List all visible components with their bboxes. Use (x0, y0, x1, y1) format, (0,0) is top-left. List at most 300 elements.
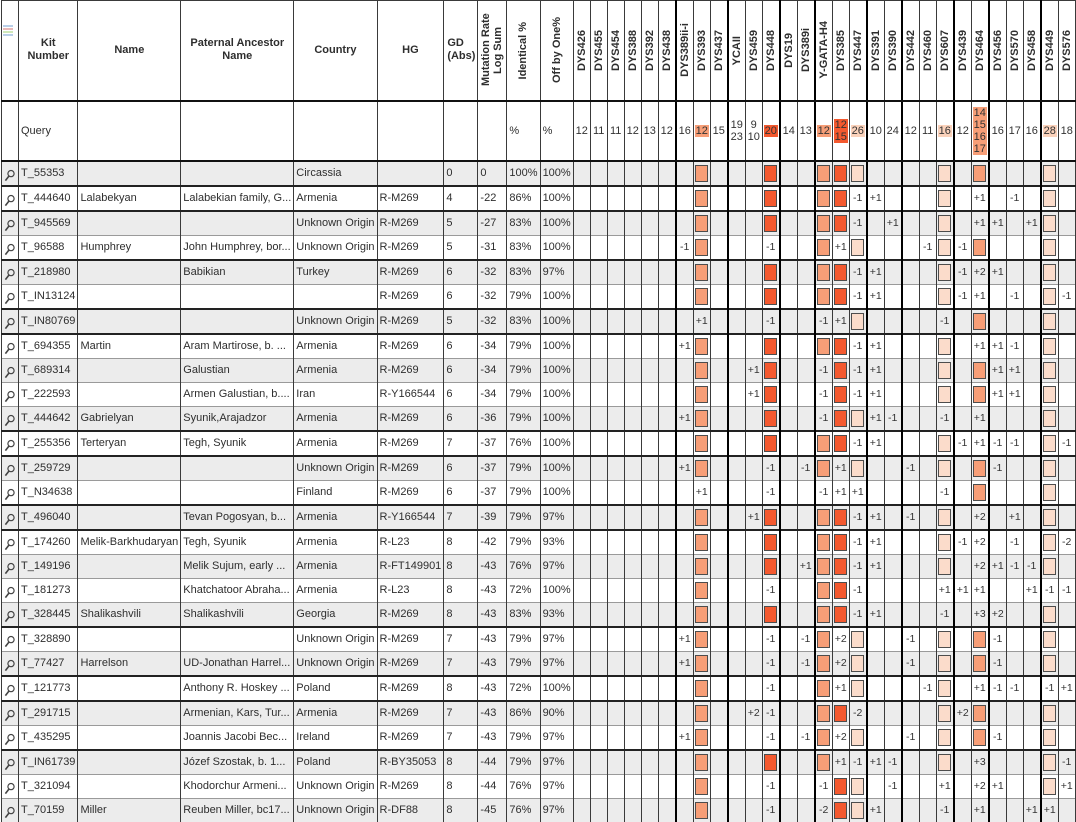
marker-match-box (1043, 705, 1056, 722)
kit-number-cell[interactable]: T_259729 (19, 456, 78, 481)
marker-cell-DYS464: +1 (971, 406, 989, 431)
marker-cell-DYS607 (936, 431, 954, 456)
magnifier-icon[interactable] (4, 292, 16, 305)
marker-match-box (1043, 410, 1056, 427)
marker-cell-DYS455 (590, 480, 607, 505)
country-cell: Poland (294, 676, 377, 701)
marker-cell-DYS388 (624, 676, 641, 701)
country-cell: Armenia (294, 334, 377, 359)
marker-cell-DYS456: +2 (989, 602, 1007, 627)
magnifier-icon[interactable] (4, 366, 16, 379)
marker-cell-DYS389ii-i (676, 554, 694, 578)
marker-cell-DYS455 (590, 382, 607, 406)
marker-cell-DYS570 (1006, 750, 1023, 775)
mutation-rate-log-sum-cell: -43 (478, 627, 507, 652)
marker-cell-DYS388 (624, 431, 641, 456)
marker-cell-DYS393 (693, 456, 710, 481)
magnifier-icon[interactable] (4, 733, 16, 746)
marker-cell-DYS389i (797, 406, 815, 431)
marker-cell-DYS458 (1023, 602, 1041, 627)
marker-cell-DYS447 (849, 309, 867, 334)
marker-cell-DYS607 (936, 382, 954, 406)
marker-cell-DYS464 (971, 701, 989, 726)
marker-label: Y-GATA-H4 (817, 21, 830, 80)
marker-cell-DYS437 (710, 627, 728, 652)
marker-cell-DYS438 (658, 651, 676, 676)
marker-cell-YCAII (728, 651, 746, 676)
marker-cell-DYS392 (641, 725, 658, 750)
marker-cell-DYS389i (797, 701, 815, 726)
marker-cell-DYS456: -1 (989, 676, 1007, 701)
marker-cell-DYS464: +1 (971, 334, 989, 359)
marker-cell-DYS458 (1023, 309, 1041, 334)
col-header-marker-DYS455[interactable] (590, 1, 607, 101)
marker-cell-DYS449 (1041, 750, 1059, 775)
marker-cell-DYS460 (919, 284, 936, 309)
marker-match-box (695, 606, 708, 623)
haplogroup-cell: R-M269 (377, 334, 444, 359)
col-header-marker-DYS460[interactable] (919, 1, 936, 101)
marker-cell-DYS390 (884, 701, 902, 726)
kit-number-cell[interactable]: T_N34638 (19, 480, 78, 505)
marker-cell-DYS570 (1006, 651, 1023, 676)
marker-cell-DYS459: +1 (745, 382, 762, 406)
marker-cell-DYS458 (1023, 382, 1041, 406)
mutation-rate-log-sum-cell: -43 (478, 676, 507, 701)
col-header-marker-YCAII[interactable] (728, 1, 746, 101)
marker-label: YCAII (730, 35, 743, 65)
magnifier-icon[interactable] (4, 513, 16, 526)
marker-cell-DYS392 (641, 578, 658, 602)
kit-number-cell[interactable]: T_121773 (19, 676, 78, 701)
marker-cell-DYS570: -1 (1006, 530, 1023, 555)
row-icon-cell (2, 750, 19, 775)
col-header-marker-DYS459[interactable] (745, 1, 762, 101)
table-row (2, 798, 1076, 822)
country-cell: Poland (294, 750, 377, 775)
marker-cell-DYS447: -1 (849, 358, 867, 382)
marker-cell-DYS458 (1023, 161, 1041, 186)
marker-cell-DYS455 (590, 651, 607, 676)
marker-label: DYS456 (991, 29, 1004, 71)
marker-match-box (834, 778, 847, 795)
marker-cell-DYS391: +1 (867, 284, 885, 309)
col-header-marker-DYS442[interactable] (902, 1, 920, 101)
col-header-marker-DYS389ii-i[interactable] (676, 1, 694, 101)
col-header-hg[interactable]: HG (377, 1, 444, 101)
marker-cell-Y-GATA-H4 (815, 505, 833, 530)
kit-number-cell[interactable]: T_945569 (19, 211, 78, 236)
marker-cell-DYS388 (624, 358, 641, 382)
table-row (2, 358, 1076, 382)
magnifier-icon[interactable] (4, 610, 16, 623)
marker-label: DYS607 (938, 29, 951, 71)
magnifier-icon[interactable] (4, 586, 16, 599)
marker-cell-DYS449 (1041, 480, 1059, 505)
marker-cell-DYS458 (1023, 431, 1041, 456)
gd-abs-cell: 5 (444, 235, 478, 260)
marker-cell-DYS447 (849, 456, 867, 481)
marker-cell-DYS570 (1006, 774, 1023, 798)
marker-cell-DYS391 (867, 651, 885, 676)
col-header-mut[interactable] (478, 1, 507, 101)
marker-cell-DYS438 (658, 309, 676, 334)
magnifier-icon[interactable] (4, 488, 16, 501)
kit-number-cell[interactable]: T_689314 (19, 358, 78, 382)
marker-cell-DYS391 (867, 627, 885, 652)
marker-match-box (834, 435, 847, 452)
marker-cell-DYS393 (693, 578, 710, 602)
col-header-marker-DYS438[interactable] (658, 1, 676, 101)
marker-cell-DYS454 (607, 651, 624, 676)
query-marker-value-DYS570: 17 (1006, 101, 1023, 161)
col-header-marker-DYS447[interactable] (849, 1, 867, 101)
marker-cell-DYS393 (693, 431, 710, 456)
magnifier-icon[interactable] (4, 684, 16, 697)
col-header-marker-DYS439[interactable] (954, 1, 972, 101)
marker-label: DYS390 (886, 29, 899, 71)
marker-cell-DYS389i (797, 578, 815, 602)
mutation-rate-log-sum-cell: -27 (478, 211, 507, 236)
magnifier-icon[interactable] (4, 243, 16, 256)
marker-cell-DYS390 (884, 530, 902, 555)
identical-pct-cell: 79% (507, 284, 540, 309)
mutation-rate-log-sum-cell: -43 (478, 725, 507, 750)
kit-number-cell[interactable]: T_291715 (19, 701, 78, 726)
magnifier-icon[interactable] (4, 169, 16, 182)
marker-cell-DYS439 (954, 480, 972, 505)
kit-number-cell[interactable]: T_328445 (19, 602, 78, 627)
identical-pct-cell: 83% (507, 260, 540, 285)
gd-abs-cell: 6 (444, 382, 478, 406)
marker-cell-DYS390 (884, 260, 902, 285)
country-cell: Armenia (294, 554, 377, 578)
magnifier-icon[interactable] (4, 635, 16, 648)
marker-cell-DYS437 (710, 284, 728, 309)
marker-cell-DYS388 (624, 161, 641, 186)
magnifier-icon[interactable] (4, 219, 16, 232)
magnifier-icon[interactable] (4, 538, 16, 551)
marker-match-box (834, 802, 847, 819)
marker-match-box (764, 386, 777, 403)
off-by-one-pct-cell: 100% (540, 382, 573, 406)
marker-cell-DYS389i (797, 382, 815, 406)
marker-cell-DYS448: -1 (762, 651, 780, 676)
marker-cell-DYS19 (780, 578, 798, 602)
marker-label: DYS447 (851, 29, 864, 71)
col-header-marker-DYS448[interactable] (762, 1, 780, 101)
magnifier-icon[interactable] (4, 342, 16, 355)
marker-cell-DYS389i: -1 (797, 627, 815, 652)
gd-abs-cell: 7 (444, 701, 478, 726)
kit-number-cell[interactable]: T_181273 (19, 578, 78, 602)
marker-cell-DYS437 (710, 161, 728, 186)
marker-cell-Y-GATA-H4 (815, 578, 833, 602)
marker-cell-DYS459 (745, 774, 762, 798)
kit-number-cell[interactable]: T_55353 (19, 161, 78, 186)
marker-match-box (817, 215, 830, 232)
kit-number-cell[interactable]: T_444640 (19, 186, 78, 211)
marker-cell-DYS19 (780, 725, 798, 750)
marker-match-box (817, 606, 830, 623)
marker-cell-DYS19 (780, 554, 798, 578)
marker-cell-DYS448: -1 (762, 774, 780, 798)
marker-match-box (817, 190, 830, 207)
marker-cell-DYS391: +1 (867, 505, 885, 530)
marker-cell-DYS385 (832, 530, 849, 555)
col-header-marker-DYS464[interactable] (971, 1, 989, 101)
marker-cell-DYS385: +2 (832, 651, 849, 676)
marker-cell-DYS458 (1023, 186, 1041, 211)
col-header-marker-DYS392[interactable] (641, 1, 658, 101)
col-header-marker-DYS576[interactable] (1058, 1, 1075, 101)
magnifier-icon[interactable] (4, 390, 16, 403)
marker-cell-DYS576 (1058, 161, 1075, 186)
marker-cell-DYS458 (1023, 701, 1041, 726)
row-icon-cell (2, 602, 19, 627)
marker-cell-DYS442 (902, 554, 920, 578)
magnifier-icon[interactable] (4, 782, 16, 795)
marker-cell-YCAII (728, 480, 746, 505)
marker-cell-DYS393 (693, 382, 710, 406)
marker-match-box (817, 705, 830, 722)
row-icon-cell (2, 235, 19, 260)
marker-cell-DYS607 (936, 651, 954, 676)
marker-cell-DYS456 (989, 309, 1007, 334)
col-header-marker-DYS437[interactable] (710, 1, 728, 101)
marker-cell-DYS437 (710, 725, 728, 750)
marker-match-box (695, 705, 708, 722)
kit-number-cell[interactable]: T_496040 (19, 505, 78, 530)
magnifier-icon[interactable] (4, 758, 16, 771)
marker-cell-YCAII (728, 750, 746, 775)
marker-cell-DYS389i (797, 480, 815, 505)
magnifier-icon[interactable] (4, 562, 16, 575)
paternal-ancestor-name-cell: Shalikashvili (181, 602, 294, 627)
marker-cell-DYS449 (1041, 161, 1059, 186)
marker-cell-DYS426 (573, 406, 590, 431)
marker-cell-DYS570 (1006, 701, 1023, 726)
marker-cell-DYS607: -1 (936, 602, 954, 627)
marker-cell-Y-GATA-H4 (815, 186, 833, 211)
marker-cell-DYS455 (590, 627, 607, 652)
row-icon-cell (2, 530, 19, 555)
col-header-marker-DYS393[interactable] (693, 1, 710, 101)
col-header-marker-DYS385[interactable] (832, 1, 849, 101)
col-header-marker-DYS607[interactable] (936, 1, 954, 101)
col-header-marker-DYS458[interactable] (1023, 1, 1041, 101)
marker-cell-DYS426 (573, 309, 590, 334)
marker-cell-DYS455 (590, 284, 607, 309)
query-marker-value-DYS389i: 13 (797, 101, 815, 161)
col-header-off[interactable] (540, 1, 573, 101)
kit-number-cell[interactable]: T_328890 (19, 627, 78, 652)
magnifier-icon[interactable] (4, 317, 16, 330)
country-cell: Armenia (294, 578, 377, 602)
kit-number-cell[interactable]: T_222593 (19, 382, 78, 406)
table-row (2, 505, 1076, 530)
marker-cell-DYS455 (590, 309, 607, 334)
marker-cell-DYS570 (1006, 578, 1023, 602)
magnifier-icon[interactable] (4, 659, 16, 672)
marker-cell-DYS456: +1 (989, 358, 1007, 382)
kit-number-cell[interactable]: T_IN61739 (19, 750, 78, 775)
marker-cell-Y-GATA-H4: -2 (815, 798, 833, 822)
marker-cell-DYS437 (710, 774, 728, 798)
haplogroup-cell: R-FT149901 (377, 554, 444, 578)
kit-number-cell[interactable]: T_174260 (19, 530, 78, 555)
marker-cell-DYS454 (607, 725, 624, 750)
marker-match-box (764, 534, 777, 551)
marker-cell-DYS439 (954, 186, 972, 211)
marker-cell-DYS438 (658, 260, 676, 285)
marker-cell-DYS455 (590, 505, 607, 530)
kit-number-cell[interactable]: T_77427 (19, 651, 78, 676)
col-header-marker-DYS456[interactable] (989, 1, 1007, 101)
marker-cell-DYS447: -1 (849, 505, 867, 530)
kit-number-cell[interactable]: T_218980 (19, 260, 78, 285)
mutation-rate-log-sum-cell: -42 (478, 530, 507, 555)
marker-cell-DYS576 (1058, 627, 1075, 652)
col-header-marker-DYS388[interactable] (624, 1, 641, 101)
marker-cell-DYS388 (624, 456, 641, 481)
marker-cell-DYS456: +1 (989, 334, 1007, 359)
marker-cell-DYS449 (1041, 358, 1059, 382)
marker-cell-DYS437 (710, 701, 728, 726)
marker-cell-DYS389ii-i (676, 480, 694, 505)
marker-cell-DYS442 (902, 578, 920, 602)
mutation-rate-log-sum-cell: -32 (478, 309, 507, 334)
col-header-marker-DYS390[interactable] (884, 1, 902, 101)
col-header-paternal[interactable]: Paternal Ancestor Name (181, 1, 294, 101)
marker-match-box (938, 165, 951, 182)
marker-cell-DYS392 (641, 480, 658, 505)
col-header-name[interactable]: Name (78, 1, 181, 101)
kit-number-cell[interactable]: T_70159 (19, 798, 78, 822)
marker-cell-DYS456 (989, 186, 1007, 211)
kit-number-cell[interactable]: T_149196 (19, 554, 78, 578)
marker-cell-DYS607 (936, 530, 954, 555)
marker-cell-DYS438 (658, 602, 676, 627)
col-header-marker-DYS391[interactable] (867, 1, 885, 101)
marker-cell-DYS437 (710, 382, 728, 406)
marker-label: DYS442 (904, 29, 917, 71)
marker-cell-DYS390: -1 (884, 774, 902, 798)
marker-cell-DYS448: -1 (762, 627, 780, 652)
country-cell (294, 284, 377, 309)
marker-cell-DYS607 (936, 627, 954, 652)
kit-number-cell[interactable]: T_IN13124 (19, 284, 78, 309)
marker-cell-DYS437 (710, 676, 728, 701)
kit-number-cell[interactable]: T_435295 (19, 725, 78, 750)
marker-cell-DYS459: +1 (745, 358, 762, 382)
marker-cell-DYS385 (832, 284, 849, 309)
query-marker-value-DYS392: 13 (641, 101, 658, 161)
kit-number-cell[interactable]: T_IN80769 (19, 309, 78, 334)
marker-cell-DYS458: +1 (1023, 798, 1041, 822)
col-header-kit[interactable]: Kit Number (19, 1, 78, 101)
paternal-ancestor-name-cell: Khodorchur Armeni... (181, 774, 294, 798)
identical-pct-cell: 79% (507, 406, 540, 431)
haplogroup-cell: R-M269 (377, 676, 444, 701)
marker-cell-DYS426 (573, 382, 590, 406)
magnifier-icon[interactable] (4, 414, 16, 427)
country-cell: Unknown Origin (294, 456, 377, 481)
magnifier-icon[interactable] (4, 268, 16, 281)
mutation-rate-log-sum-cell: -32 (478, 284, 507, 309)
table-row (2, 456, 1076, 481)
marker-match-box (1043, 435, 1056, 452)
col-header-identical[interactable] (507, 1, 540, 101)
col-header-gd[interactable]: GD (Abs) (444, 1, 478, 101)
marker-cell-DYS389ii-i (676, 530, 694, 555)
col-header-marker-DYS449[interactable] (1041, 1, 1059, 101)
marker-cell-DYS442 (902, 334, 920, 359)
magnifier-icon[interactable] (4, 464, 16, 477)
marker-cell-DYS393 (693, 651, 710, 676)
marker-cell-DYS449 (1041, 456, 1059, 481)
kit-number-cell[interactable]: T_255356 (19, 431, 78, 456)
marker-cell-DYS439 (954, 554, 972, 578)
col-header-marker-Y-GATA-H4[interactable] (815, 1, 833, 101)
marker-cell-DYS437 (710, 358, 728, 382)
query-marker-value-DYS455: 11 (590, 101, 607, 161)
col-header-marker-DYS570[interactable] (1006, 1, 1023, 101)
col-header-country[interactable]: Country (294, 1, 377, 101)
marker-cell-DYS455 (590, 554, 607, 578)
kit-number-cell[interactable]: T_96588 (19, 235, 78, 260)
magnifier-icon[interactable] (4, 709, 16, 722)
marker-cell-DYS390 (884, 676, 902, 701)
magnifier-icon[interactable] (4, 806, 16, 819)
haplogroup-cell: R-M269 (377, 431, 444, 456)
kit-number-cell[interactable]: T_444642 (19, 406, 78, 431)
marker-cell-DYS442 (902, 284, 920, 309)
col-header-marker-DYS19[interactable] (780, 1, 798, 101)
marker-match-box (938, 288, 951, 305)
gd-abs-cell: 6 (444, 334, 478, 359)
off-by-one-pct-cell: 100% (540, 284, 573, 309)
marker-cell-DYS458 (1023, 260, 1041, 285)
kit-number-cell[interactable]: T_694355 (19, 334, 78, 359)
marker-cell-DYS460 (919, 701, 936, 726)
mutation-rate-log-sum-cell: 0 (478, 161, 507, 186)
marker-cell-DYS576 (1058, 554, 1075, 578)
col-header-marker-DYS454[interactable] (607, 1, 624, 101)
off-by-one-pct-cell: 100% (540, 334, 573, 359)
marker-cell-DYS454 (607, 774, 624, 798)
marker-cell-DYS464 (971, 725, 989, 750)
magnifier-icon[interactable] (4, 194, 16, 207)
marker-cell-DYS391 (867, 480, 885, 505)
marker-cell-YCAII (728, 284, 746, 309)
col-header-marker-DYS426[interactable] (573, 1, 590, 101)
marker-match-box (973, 386, 986, 403)
kit-number-cell[interactable]: T_321094 (19, 774, 78, 798)
table-row (2, 602, 1076, 627)
magnifier-icon[interactable] (4, 439, 16, 452)
marker-cell-DYS459 (745, 676, 762, 701)
marker-cell-DYS459 (745, 725, 762, 750)
name-cell (78, 701, 181, 726)
col-header-marker-DYS389i[interactable] (797, 1, 815, 101)
marker-cell-DYS442 (902, 798, 920, 822)
spreadsheet-icon[interactable] (3, 25, 13, 39)
marker-cell-Y-GATA-H4 (815, 235, 833, 260)
name-cell (78, 774, 181, 798)
country-cell: Iran (294, 382, 377, 406)
marker-cell-DYS607 (936, 211, 954, 236)
